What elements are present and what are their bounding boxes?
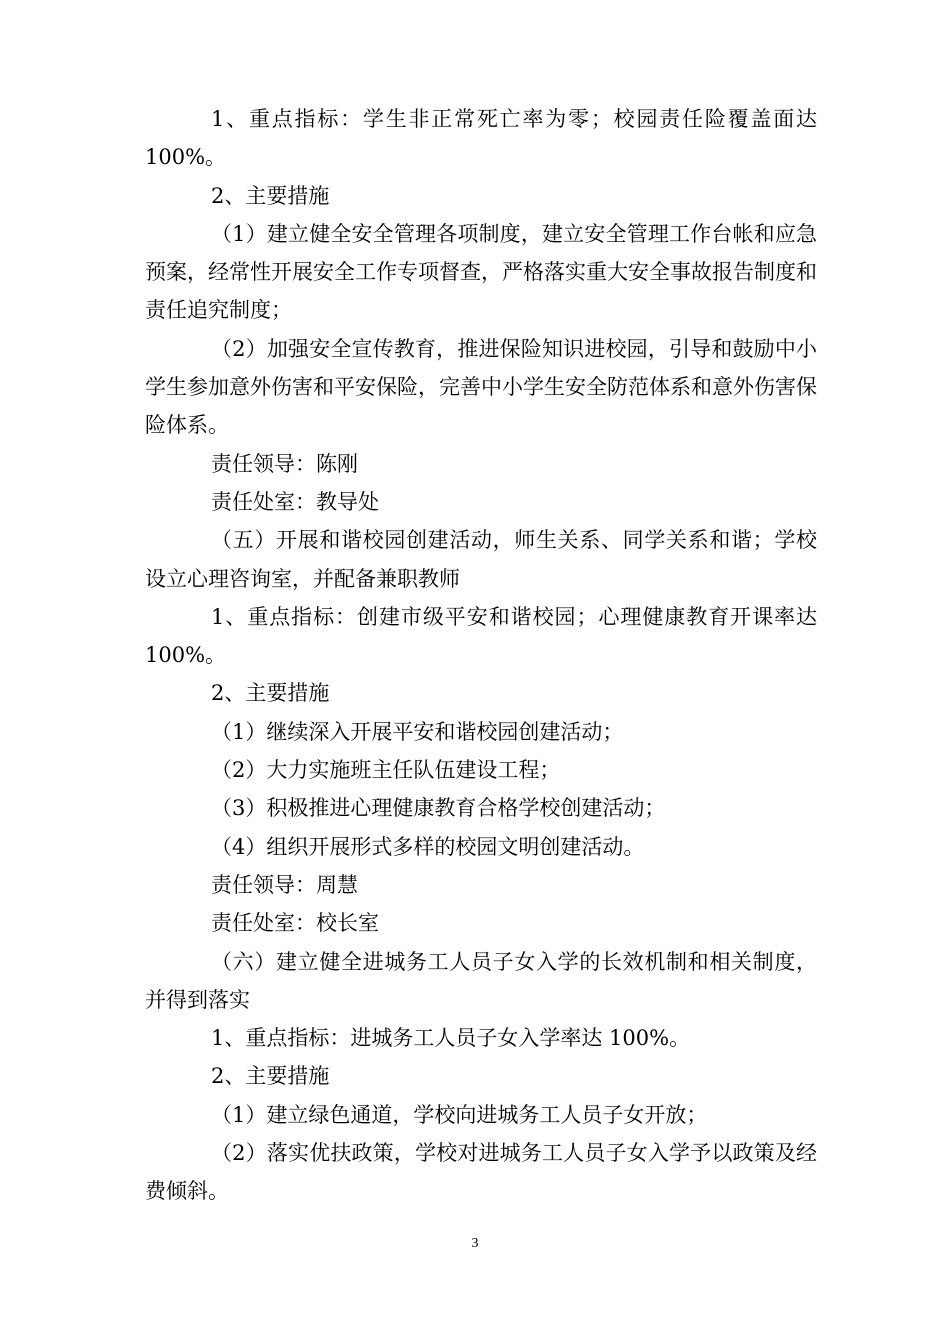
measure-item: （1）建立健全安全管理各项制度，建立安全管理工作台帐和应急预案，经常性开展安全工作专项督查，严格落实重大安全事故报告制度和责任追究制度； [145, 221, 817, 323]
responsible-leader: 责任领导：陈刚 [211, 451, 358, 476]
section-heading: （六）建立健全进城务工人员子女入学的长效机制和相关制度，并得到落实 [145, 949, 817, 1012]
measure-item: （2）落实优扶政策，学校对进城务工人员子女入学予以政策及经费倾斜。 [145, 1141, 817, 1204]
key-indicator-paragraph: 1、重点指标：学生非正常死亡率为零；校园责任险覆盖面达100%。 [145, 107, 817, 170]
main-measures-heading: 2、主要措施 [211, 681, 330, 706]
measure-item: （3）积极推进心理健康教育合格学校创建活动； [211, 796, 666, 821]
main-measures-heading: 2、主要措施 [211, 183, 330, 208]
page-number: 3 [471, 1236, 479, 1251]
main-measures-heading: 2、主要措施 [211, 1064, 330, 1089]
document-body [145, 100, 817, 1211]
section-heading: （五）开展和谐校园创建活动，师生关系、同学关系和谐；学校设立心理咨询室，并配备兼职教师 [145, 528, 817, 591]
measure-item: （2）大力实施班主任队伍建设工程； [211, 758, 561, 783]
measure-item: （1）继续深入开展平安和谐校园创建活动； [211, 719, 624, 744]
responsible-leader: 责任领导：周慧 [211, 872, 358, 897]
key-indicator-paragraph: 1、重点指标：创建市级平安和谐校园；心理健康教育开课率达 100%。 [145, 604, 817, 668]
responsible-office: 责任处室：校长室 [211, 911, 379, 936]
measure-item: （1）建立绿色通道，学校向进城务工人员子女开放； [211, 1102, 708, 1127]
measure-item: （2）加强安全宣传教育，推进保险知识进校园，引导和鼓励中小学生参加意外伤害和平安保险，完善中小学生安全防范体系和意外伤害保险体系。 [145, 336, 817, 438]
responsible-office: 责任处室：教导处 [211, 489, 379, 514]
key-indicator-paragraph: 1、重点指标：进城务工人员子女入学率达 100%。 [211, 1026, 691, 1051]
measure-item: （4）组织开展形式多样的校园文明创建活动。 [211, 834, 645, 859]
